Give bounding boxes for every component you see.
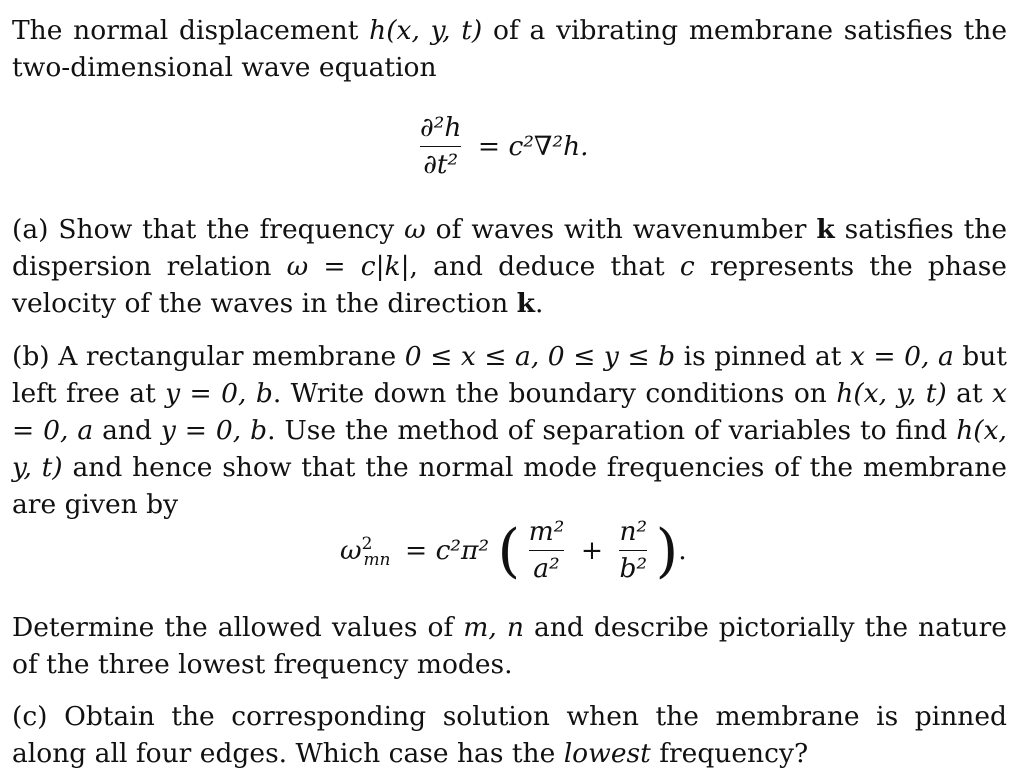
part-b-x-bounds: x = 0, a bbox=[12, 378, 1007, 446]
part-b-paragraph bbox=[12, 338, 1007, 523]
part-c-label: (c) bbox=[12, 701, 48, 732]
part-a-label: (a) bbox=[12, 214, 49, 245]
part-a-k: k bbox=[816, 214, 835, 245]
part-b-free-y: y = 0, b bbox=[165, 378, 273, 409]
part-b-y-bounds: y = 0, b bbox=[160, 415, 268, 446]
intro-lead: The normal displacement bbox=[12, 15, 359, 46]
part-a-text-2: of waves with wavenumber bbox=[435, 214, 807, 245]
wave-equation-denominator: ∂t² bbox=[423, 149, 459, 180]
part-a-text-3: satisfies the dispersion relation bbox=[12, 214, 1007, 282]
part-b2-indices: m, n bbox=[463, 612, 524, 643]
part-b-text-3: but left free at bbox=[12, 341, 1007, 409]
part-c-text-1: Obtain the corresponding solution when the membrane is pinned along all four edges. Which case has the bbox=[12, 701, 1007, 769]
part-a-text-1: Show that the frequency bbox=[58, 214, 395, 245]
mode-frequency-equation bbox=[340, 516, 687, 585]
part-c-text-2: frequency? bbox=[659, 738, 809, 769]
part-b-text-8: and hence show that the normal mode frequencies of the membrane are given by bbox=[12, 452, 1007, 520]
intro-function: h(x, y, t) bbox=[369, 15, 483, 46]
part-a-c: c bbox=[679, 251, 695, 282]
mode-fraction-n: $\frac{\text{n²}}{\text{b²}}$ bbox=[619, 516, 648, 584]
part-b-followup bbox=[12, 609, 1007, 683]
part-c-emphasis: lowest bbox=[563, 738, 651, 769]
right-paren: ) bbox=[655, 516, 679, 585]
mode-fraction-m: $\frac{\text{m²}}{\text{a²}}$ bbox=[528, 516, 565, 584]
part-b-text-5: at bbox=[956, 378, 983, 409]
part-b-text-6: and bbox=[102, 415, 152, 446]
part-b-text-4: . Write down the boundary conditions on bbox=[272, 378, 827, 409]
part-b2-text-1: Determine the allowed values of bbox=[12, 612, 454, 643]
left-paren: ( bbox=[497, 516, 521, 585]
part-a-end: . bbox=[535, 288, 544, 319]
wave-equation bbox=[420, 112, 589, 181]
mode-frequency-lhs: $\omega^2_{mn}$ bbox=[340, 534, 391, 571]
part-b-label: (b) bbox=[12, 341, 50, 372]
part-b-function-1: h(x, y, t) bbox=[836, 378, 947, 409]
part-b-domain: 0 ≤ x ≤ a, 0 ≤ y ≤ b bbox=[404, 341, 676, 372]
wave-equation-fraction bbox=[420, 112, 461, 181]
part-b-pinned-x: x = 0, a bbox=[849, 341, 954, 372]
part-a-omega: ω bbox=[404, 214, 426, 245]
part-b-text-7: . Use the method of separation of variables to find bbox=[267, 415, 948, 446]
part-a-paragraph bbox=[12, 211, 1007, 322]
part-b-function-2: h(x, y, t) bbox=[12, 415, 1007, 483]
part-a-text-4: , and deduce that bbox=[409, 251, 665, 282]
part-a-k-direction: k bbox=[516, 288, 535, 319]
wave-equation-rhs: = c²∇²h. bbox=[477, 131, 589, 162]
wave-equation-numerator: ∂²h bbox=[420, 112, 462, 143]
part-a-text-5: represents the phase velocity of the waves in the direction bbox=[12, 251, 1007, 319]
mode-frequency-prefactor: = c²π² bbox=[404, 535, 490, 566]
part-b2-text-2: and describe pictorially the nature of the three lowest frequency modes. bbox=[12, 612, 1007, 680]
intro-rest: of a vibrating membrane satisfies the two-dimensional wave equation bbox=[12, 15, 1008, 83]
part-a-relation: ω = c|k| bbox=[286, 251, 410, 282]
part-c-paragraph bbox=[12, 698, 1007, 772]
part-b-text-2: is pinned at bbox=[683, 341, 842, 372]
mode-frequency-end: . bbox=[678, 535, 687, 566]
intro-paragraph bbox=[12, 12, 1007, 86]
part-b-text-1: A rectangular membrane bbox=[58, 341, 397, 372]
plus-sign: + bbox=[580, 535, 604, 566]
